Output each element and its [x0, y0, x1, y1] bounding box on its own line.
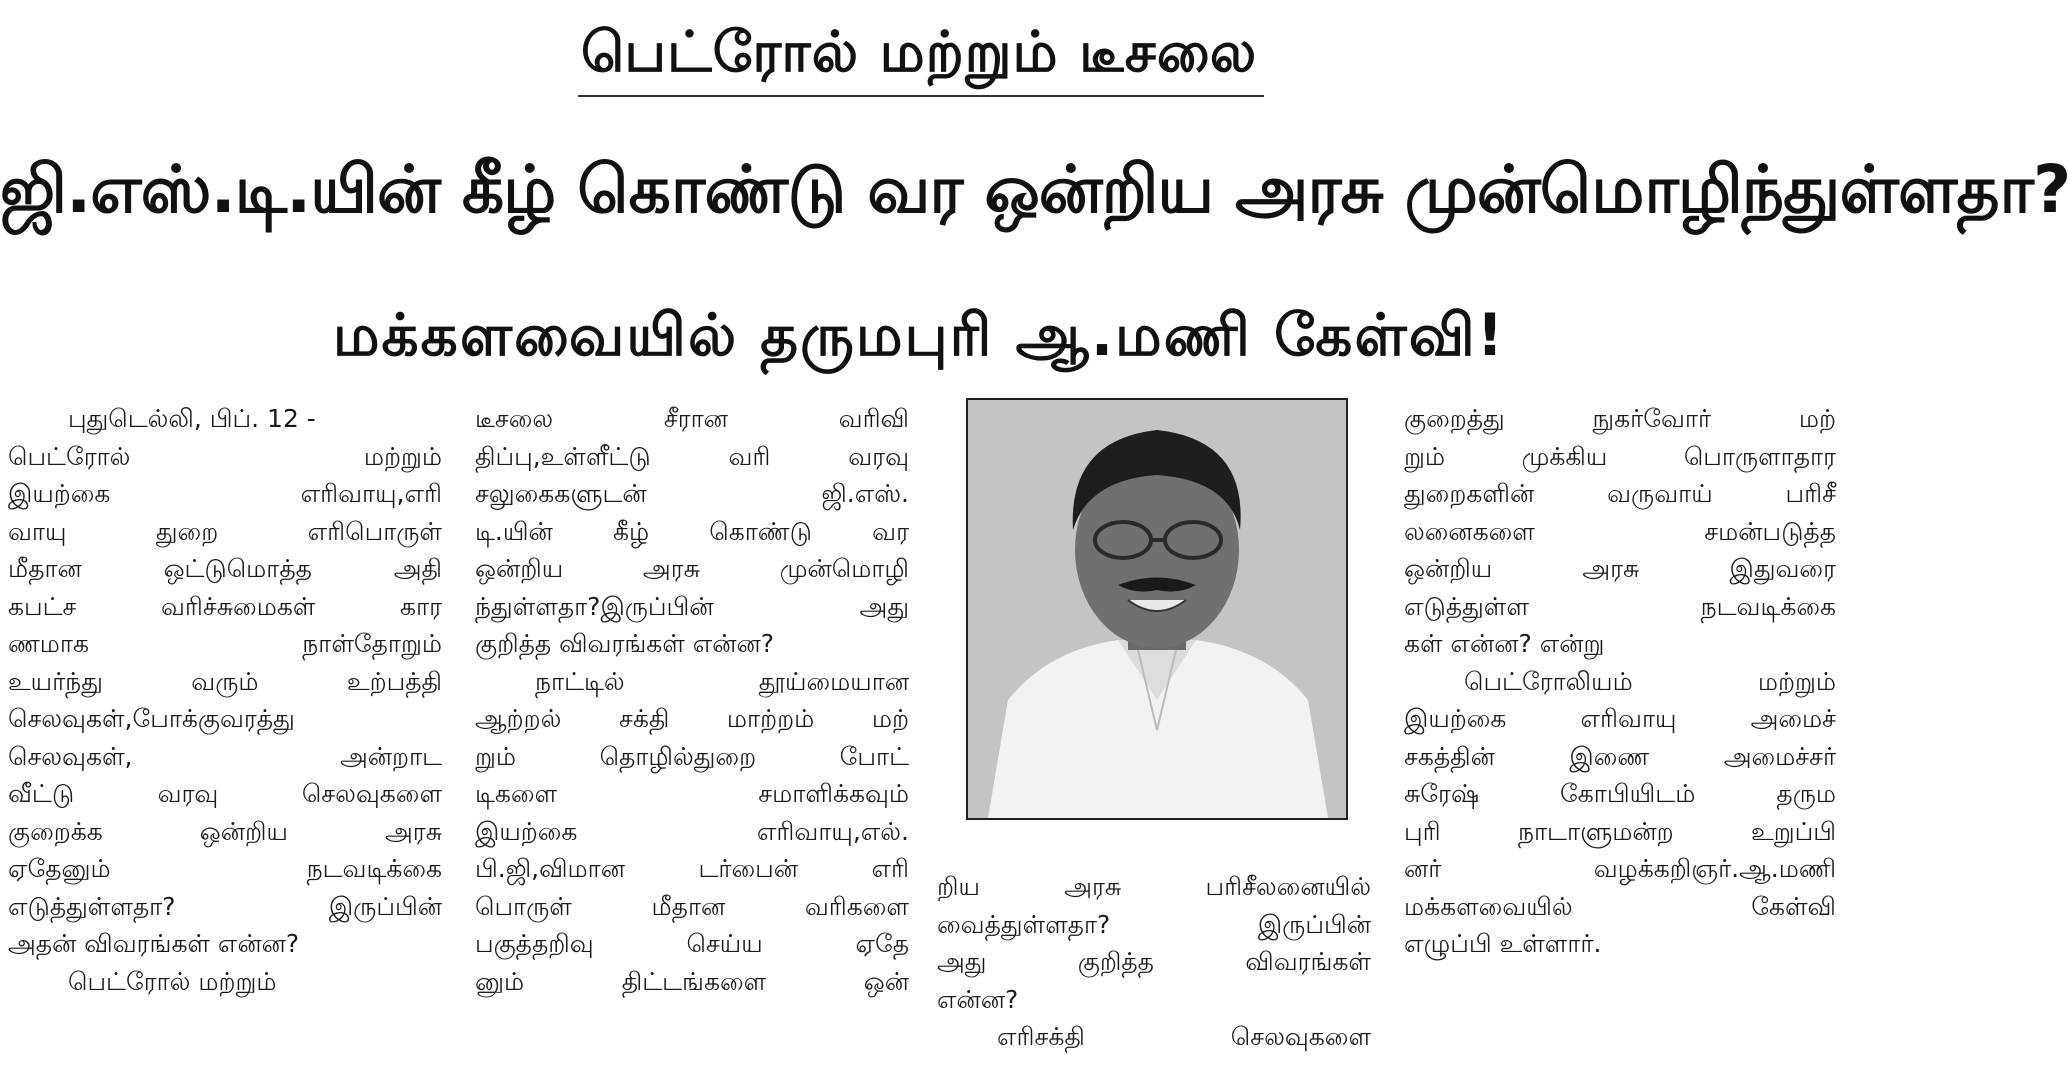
article-line: நாட்டில் தூய்மையான — [535, 666, 909, 696]
article-line: எரிசக்தி செலவுகளை — [997, 1022, 1371, 1051]
article-line: ஆற்றல் சக்தி மாற்றம் மற் — [475, 704, 909, 733]
article-line: சுரேஷ் கோபியிடம் தரும — [1404, 779, 1836, 808]
article-line: பொருள் மீதான வரிகளை — [475, 891, 909, 921]
article-line: புதுடெல்லி, பிப். 12 - — [68, 404, 316, 433]
main-headline: ஜி.எஸ்.டி.யின் கீழ் கொண்டு வர ஒன்றிய அரசு முன்மொழிந்துள்ளதா? — [0, 151, 2070, 228]
article-line: திப்பு,உள்ளீட்டு வரி வரவு — [475, 441, 909, 471]
kicker-underline — [578, 95, 1264, 97]
article-line: டீசலை சீரான வரிவி — [475, 404, 909, 433]
article-line: குறைத்து நுகர்வோர் மற் — [1404, 404, 1836, 433]
sub-headline: மக்களவையில் தருமபுரி ஆ.மணி கேள்வி! — [332, 301, 1506, 369]
article-line: லனைகளை சமன்படுத்த — [1404, 516, 1836, 546]
article-line: இயற்கை எரிவாயு,எல். — [475, 816, 909, 846]
article-line: உயர்ந்து வரும் உற்பத்தி — [8, 666, 442, 696]
article-line: பெட்ரோல் மற்றும் — [68, 966, 277, 996]
article-line: இயற்கை எரிவாயு அமைச் — [1404, 704, 1836, 733]
article-line: சகத்தின் இணை அமைச்சர் — [1404, 741, 1836, 771]
article-line: வைத்துள்ளதா? இருப்பின் — [937, 909, 1371, 939]
article-line: செலவுகள், அன்றாட — [8, 741, 442, 771]
article-column-2 — [475, 400, 909, 1000]
article-line: ந்துள்ளதா?இருப்பின் அது — [475, 591, 909, 621]
article-line: வாயு துறை எரிபொருள் — [8, 516, 442, 546]
article-line: எழுப்பி உள்ளார். — [1404, 929, 1602, 958]
article-line: றும் தொழில்துறை போட் — [475, 741, 909, 771]
article-line: துறைகளின் வருவாய் பரிசீ — [1404, 479, 1836, 508]
article-column-1 — [8, 400, 442, 1000]
article-line: இயற்கை எரிவாயு,எரி — [8, 479, 442, 508]
article-line: ணமாக நாள்தோறும் — [8, 629, 442, 658]
portrait-photo — [966, 398, 1348, 820]
article-line: பி.ஜி,விமான டர்பைன் எரி — [475, 854, 909, 883]
article-column-4 — [1404, 400, 1836, 963]
article-line: பகுத்தறிவு செய்ய ஏதே — [475, 929, 909, 958]
article-line: என்ன? — [937, 984, 1019, 1014]
article-line: பெட்ரோலியம் மற்றும் — [1464, 666, 1836, 696]
article-line: செலவுகள்,போக்குவரத்து — [8, 704, 295, 733]
article-line: குறித்த விவரங்கள் என்ன? — [475, 629, 775, 658]
article-line: மக்களவையில் கேள்வி — [1404, 891, 1836, 921]
article-line: அது குறித்த விவரங்கள் — [937, 947, 1371, 976]
article-line: னர் வழக்கறிஞர்.ஆ.மணி — [1404, 854, 1836, 883]
article-line: சலுகைகளுடன் ஜி.எஸ். — [475, 479, 909, 508]
article-line: கள் என்ன? என்று — [1404, 629, 1605, 658]
article-line: றிய அரசு பரிசீலனையில் — [937, 872, 1371, 901]
article-line: றும் முக்கிய பொருளாதார — [1404, 441, 1836, 471]
article-line: புரி நாடாளுமன்ற உறுப்பி — [1404, 816, 1836, 846]
article-line: டி.யின் கீழ் கொண்டு வர — [475, 516, 909, 546]
article-line: கபட்ச வரிச்சுமைகள் கார — [8, 591, 442, 621]
article-line: எடுத்துள்ள நடவடிக்கை — [1404, 591, 1836, 621]
article-line: மீதான ஒட்டுமொத்த அதி — [8, 554, 442, 583]
kicker-headline: பெட்ரோல் மற்றும் டீசலை — [580, 20, 1258, 85]
article-line: டிகளை சமாளிக்கவும் — [475, 779, 909, 808]
article-column-3 — [937, 868, 1371, 1056]
article-line: அதன் விவரங்கள் என்ன? — [8, 929, 300, 958]
article-line: எடுத்துள்ளதா? இருப்பின் — [8, 891, 442, 921]
person-portrait-icon — [968, 400, 1346, 818]
article-line: ஏதேனும் நடவடிக்கை — [8, 854, 442, 883]
article-line: ஒன்றிய அரசு இதுவரை — [1404, 554, 1836, 583]
article-line: பெட்ரோல் மற்றும் — [8, 441, 442, 471]
article-line: குறைக்க ஒன்றிய அரசு — [8, 816, 442, 846]
article-line: வீட்டு வரவு செலவுகளை — [8, 779, 442, 808]
article-line: ஒன்றிய அரசு முன்மொழி — [475, 554, 909, 583]
article-line: னும் திட்டங்களை ஒன் — [475, 966, 909, 996]
